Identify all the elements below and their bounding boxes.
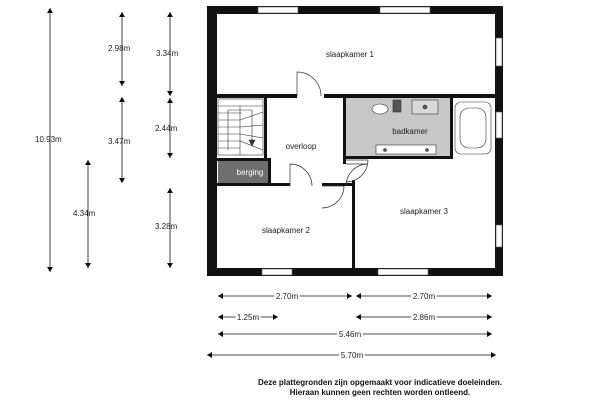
dim-row3-label: 5.46m: [338, 330, 362, 339]
dim-left-bottom-label: 4.34m: [73, 209, 96, 218]
dim-row1-left-label: 2.70m: [275, 292, 299, 301]
vertical-dimension-left-top: [108, 12, 131, 86]
room-label-slaapkamer2: slaapkamer 2: [261, 226, 311, 235]
bathtub-inner: [460, 108, 486, 148]
dim-right-top-label: 3.34m: [156, 49, 179, 58]
disclaimer: [180, 378, 580, 398]
disclaimer-line2: Hieraan kunnen geen rechten worden ontleend.: [289, 388, 471, 397]
disclaimer-line1: Deze plattegronden zijn opgemaakt voor indicatieve doeleinden.: [257, 378, 503, 387]
vertical-dimension-left-bottom: [73, 160, 96, 268]
drain-icon: [423, 105, 427, 109]
staircase: [218, 99, 263, 155]
door-slaapkamer2: [322, 186, 344, 208]
dim-row4-label: 5.70m: [340, 351, 364, 360]
horizontal-dimension-row1: [218, 292, 492, 301]
door-slaapkamer1: [297, 72, 321, 96]
dim-left-mid-label: 3.47m: [108, 137, 131, 146]
door-badkamer: [346, 160, 368, 182]
toilet: [372, 104, 388, 114]
vertical-dimension-total: [35, 8, 62, 272]
vertical-dimension-right-mid: [155, 98, 178, 158]
dim-right-mid-label: 2.44m: [155, 124, 178, 133]
vertical-dimension-right-top: [156, 12, 179, 96]
room-label-berging: berging: [236, 168, 264, 177]
room-label-slaapkamer3: slaapkamer 3: [399, 207, 449, 216]
dim-row2-left-label: 1.25m: [236, 313, 260, 322]
vertical-dimension-left-mid: [108, 97, 131, 183]
dim-right-bottom-label: 3.28m: [155, 222, 178, 231]
room-label-slaapkamer1: slaapkamer 1: [325, 50, 375, 59]
dim-total-label: 10.93m: [35, 135, 62, 144]
horizontal-dimension-row3: [218, 330, 492, 339]
vertical-dimension-right-bottom: [155, 188, 178, 268]
room-label-overloop: overloop: [285, 142, 317, 151]
horizontal-dimension-row4: [207, 351, 496, 360]
dim-row1-right-label: 2.70m: [412, 292, 436, 301]
dim-row2-right-label: 2.86m: [412, 313, 436, 322]
door-slaapkamer3: [346, 164, 368, 186]
door-berging-arc: [290, 164, 312, 186]
dim-left-top-label: 2.98m: [108, 44, 131, 53]
toilet-tank: [393, 100, 401, 112]
horizontal-dimension-row2: [218, 313, 492, 322]
room-label-badkamer: badkamer: [392, 127, 428, 136]
